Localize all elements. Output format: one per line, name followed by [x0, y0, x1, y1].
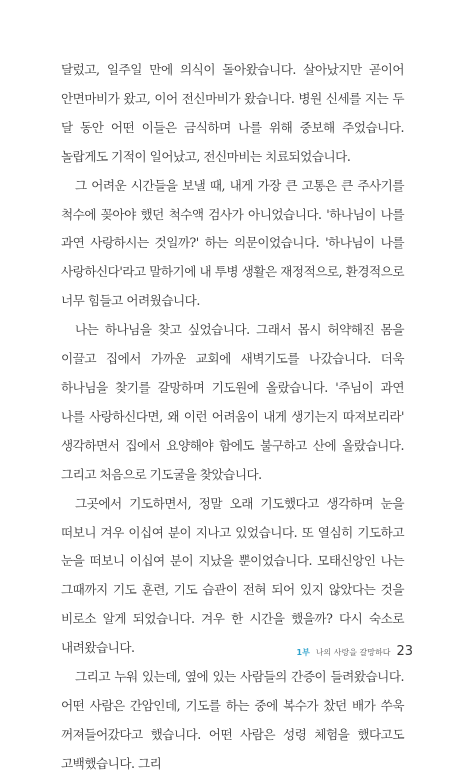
- body-text: [61, 56, 404, 779]
- page-number: 23: [396, 644, 413, 659]
- paragraph: 그 어려운 시간들을 보낼 때, 내게 가장 큰 고통은 큰 주사기를 척수에 꽂아야 했던 척수액 검사가 아니었습니다. '하나님이 나를 과연 사랑하시는 것일까?' 하는 의문이었습니다. '하나님이 나를 사랑하신다'라고 말하기에 내 투병 생활은 재정적으로, 환경적으로 너무 힘들고 어려웠습니다.: [61, 177, 404, 309]
- paragraph: 그리고 누워 있는데, 옆에 있는 사람들의 간증이 들려왔습니다. 어떤 사람은 간암인데, 기도를 하는 중에 복수가 찼던 배가 쑤욱 꺼져들어갔다고 했습니다. 어떤 사람은 성령 체험을 했다고도 고백했습니다. 그리: [61, 669, 404, 771]
- paragraph: 그곳에서 기도하면서, 정말 오래 기도했다고 생각하며 눈을 떠보니 겨우 이십여 분이 지나고 있었습니다. 또 열심히 기도하고 눈을 떠보니 이십여 분이 지났을 뿐이었습니다. 모태신앙인 나는 그때까지 기도 훈련, 기도 습관이 전혀 되어 있지 않았다는 것을 비로소 알게 되었습니다. 겨우 한 시간을 했을까? 다시 숙소로 내려왔습니다.: [61, 495, 404, 656]
- footer-part-label: 1부: [296, 648, 310, 657]
- paragraph: 나는 하나님을 찾고 싶었습니다. 그래서 몹시 허약해진 몸을 이끌고 집에서 가까운 교회에 새벽기도를 나갔습니다. 더욱 하나님을 찾기를 갈망하며 기도원에 올랐습니다. '주님이 과연 나를 사랑하신다면, 왜 이런 어려움이 내게 생기는지 따져보리라' 생각하면서 집에서 요양해야 함에도 불구하고 산에 올랐습니다. 그리고 처음으로 기도굴을 찾았습니다.: [61, 322, 404, 482]
- page-footer: [297, 644, 413, 659]
- paragraph: 달렀고, 일주일 만에 의식이 돌아왔습니다. 살아났지만 곧이어 안면마비가 왔고, 이어 전신마비가 왔습니다. 병원 신세를 지는 두 달 동안 어떤 이들은 금식하며 나를 위해 중보해 주었습니다. 놀랍게도 기적이 일어났고, 전신마비는 치료되었습니다.: [61, 62, 404, 164]
- footer-chapter-title: 나의 사랑을 갈망하다: [315, 648, 391, 657]
